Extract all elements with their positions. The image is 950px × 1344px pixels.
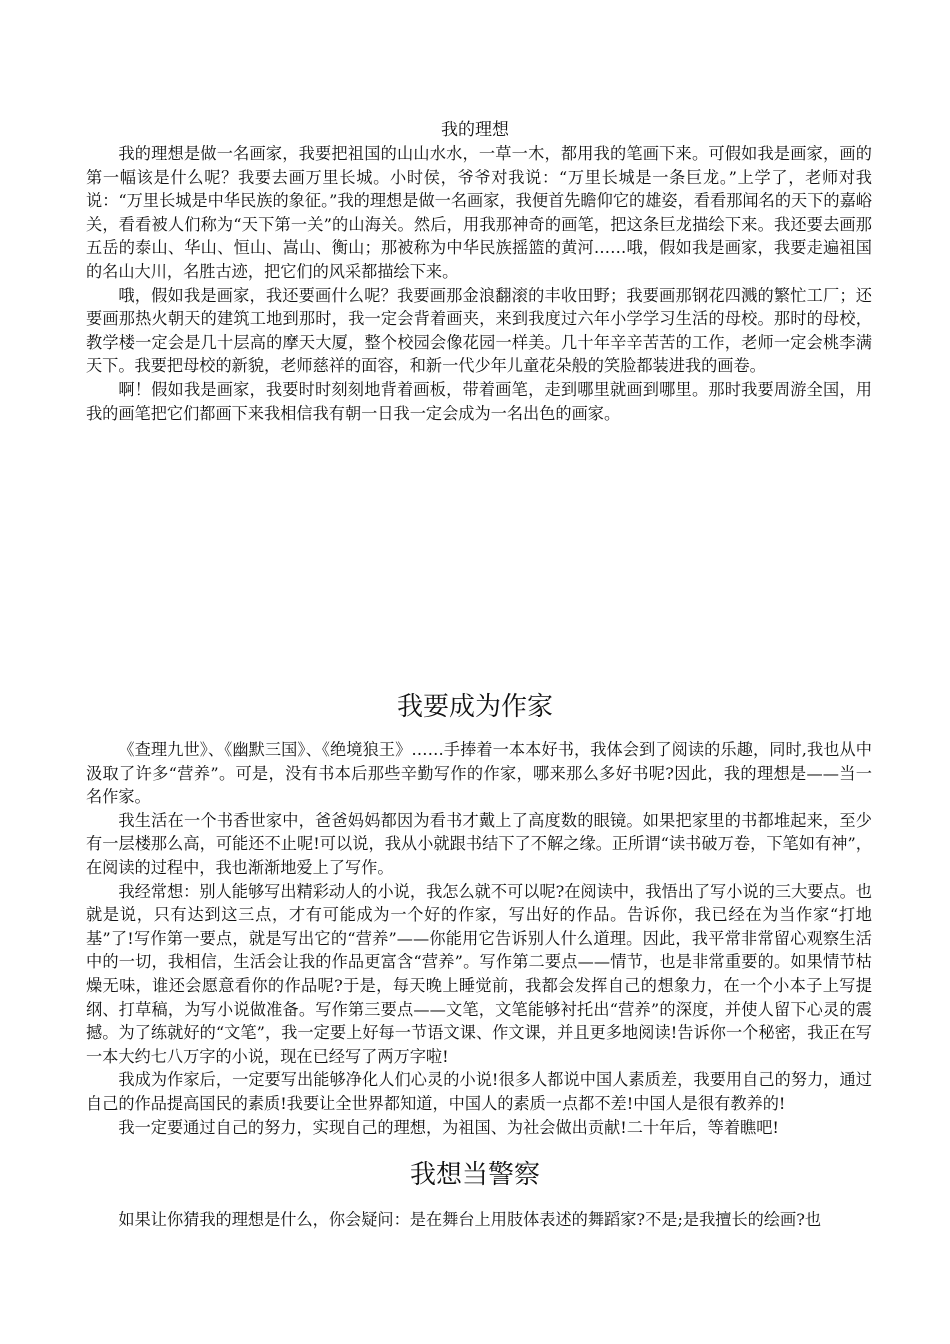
paragraph: 我一定要通过自己的努力，实现自己的理想，为祖国、为社会做出贡献!二十年后，等着瞧吧! [118,1117,779,1137]
essay-body-writer [86,738,872,1139]
paragraph: 我生活在一个书香世家中，爸爸妈妈都因为看书才戴上了高度数的眼镜。如果把家里的书都堆起来，至少有一层楼那么高，可能还不止呢!可以说，我从小就跟书结下了不解之缘。正所谓“读书破万卷，下笔如有神”，在阅读的过程中，我也渐渐地爱上了写作。 [86,810,872,877]
paragraph: 我经常想：别人能够写出精彩动人的小说，我怎么就不可以呢?在阅读中，我悟出了写小说的三大要点。也就是说，只有达到这三点，才有可能成为一个好的作家，写出好的作品。告诉你，我已经在为当作家“打地基”了!写作第一要点，就是写出它的“营养”——你能用它告诉别人什么道理。因此，我平常非常留心观察生活中的一切，我相信，生活会让我的作品更富含“营养”。写作第二要点——情节，也是非常重要的。如果情节枯燥无味，谁还会愿意看你的作品呢?于是，每天晚上睡觉前，我都会发挥自己的想象力，在一个小本子上写提纲、打草稿，为写小说做准备。写作第三要点——文笔，文笔能够衬托出“营养”的深度，并使人留下心灵的震撼。为了练就好的“文笔”，我一定要上好每一节语文课、作文课，并且更多地阅读!告诉你一个秘密，我正在写一本大约七八万字的小说，现在已经写了两万字啦! [86,881,872,1066]
paragraph: 啊！假如我是画家，我要时时刻刻地背着画板，带着画笔，走到哪里就画到哪里。那时我要周游全国，用我的画笔把它们都画下来我相信我有朝一日我一定会成为一名出色的画家。 [86,379,872,423]
essay-body-ideal [86,142,872,425]
paragraph: 如果让你猜我的理想是什么，你会疑问：是在舞台上用肢体表述的舞蹈家?不是;是我擅长的绘画?也 [118,1210,822,1229]
paragraph: 《查理九世》、《幽默三国》、《绝境狼王》……手捧着一本本好书，我体会到了阅读的乐趣，同时,我也从中汲取了许多“营养”。可是，没有书本后那些辛勤写作的作家，哪来那么多好书呢?因此，我的理想是——当一名作家。 [86,740,872,807]
paragraph: 哦，假如我是画家，我还要画什么呢？我要画那金浪翻滚的丰收田野；我要画那钢花四溅的繁忙工厂；还要画那热火朝天的建筑工地到那时，我一定会背着画夹，来到我度过六年小学学习生活的母校。那时的母校，教学楼一定会是几十层高的摩天大厦，整个校园会像花园一样美。几十年辛辛苦苦的工作，老师一定会桃李满天下。我要把母校的新貌，老师慈祥的面容，和新一代少年儿童花朵般的笑脸都装进我的画卷。 [86,285,872,376]
paragraph: 我的理想是做一名画家，我要把祖国的山山水水，一草一木，都用我的笔画下来。可假如我是画家，画的第一幅该是什么呢？我要去画万里长城。小时侯，爷爷对我说：“万里长城是一条巨龙。”上学了，老师对我说：“万里长城是中华民族的象征。”我的理想是做一名画家，我便首先瞻仰它的雄姿，看看那闻名的天下的嘉峪关，看看被人们称为“天下第一关”的山海关。然后，用我那神奇的画笔，把这条巨龙描绘下来。我还要去画那五岳的泰山、华山、恒山、嵩山、衡山；那被称为中华民族摇篮的黄河……哦，假如我是画家，我要走遍祖国的名山大川，名胜古迹，把它们的风采都描绘下来。 [86,144,872,281]
essay-title-police: 我想当警察 [409,1160,540,1190]
essay-title-writer: 我要成为作家 [396,692,553,722]
paragraph: 我成为作家后，一定要写出能够净化人们心灵的小说!很多人都说中国人素质差，我要用自己的努力，通过自己的作品提高国民的素质!我要让全世界都知道，中国人的素质一点都不差!中国人是很有教养的! [86,1070,872,1113]
essay-title-ideal: 我的理想 [441,120,509,140]
essay-body-police [86,1208,872,1232]
